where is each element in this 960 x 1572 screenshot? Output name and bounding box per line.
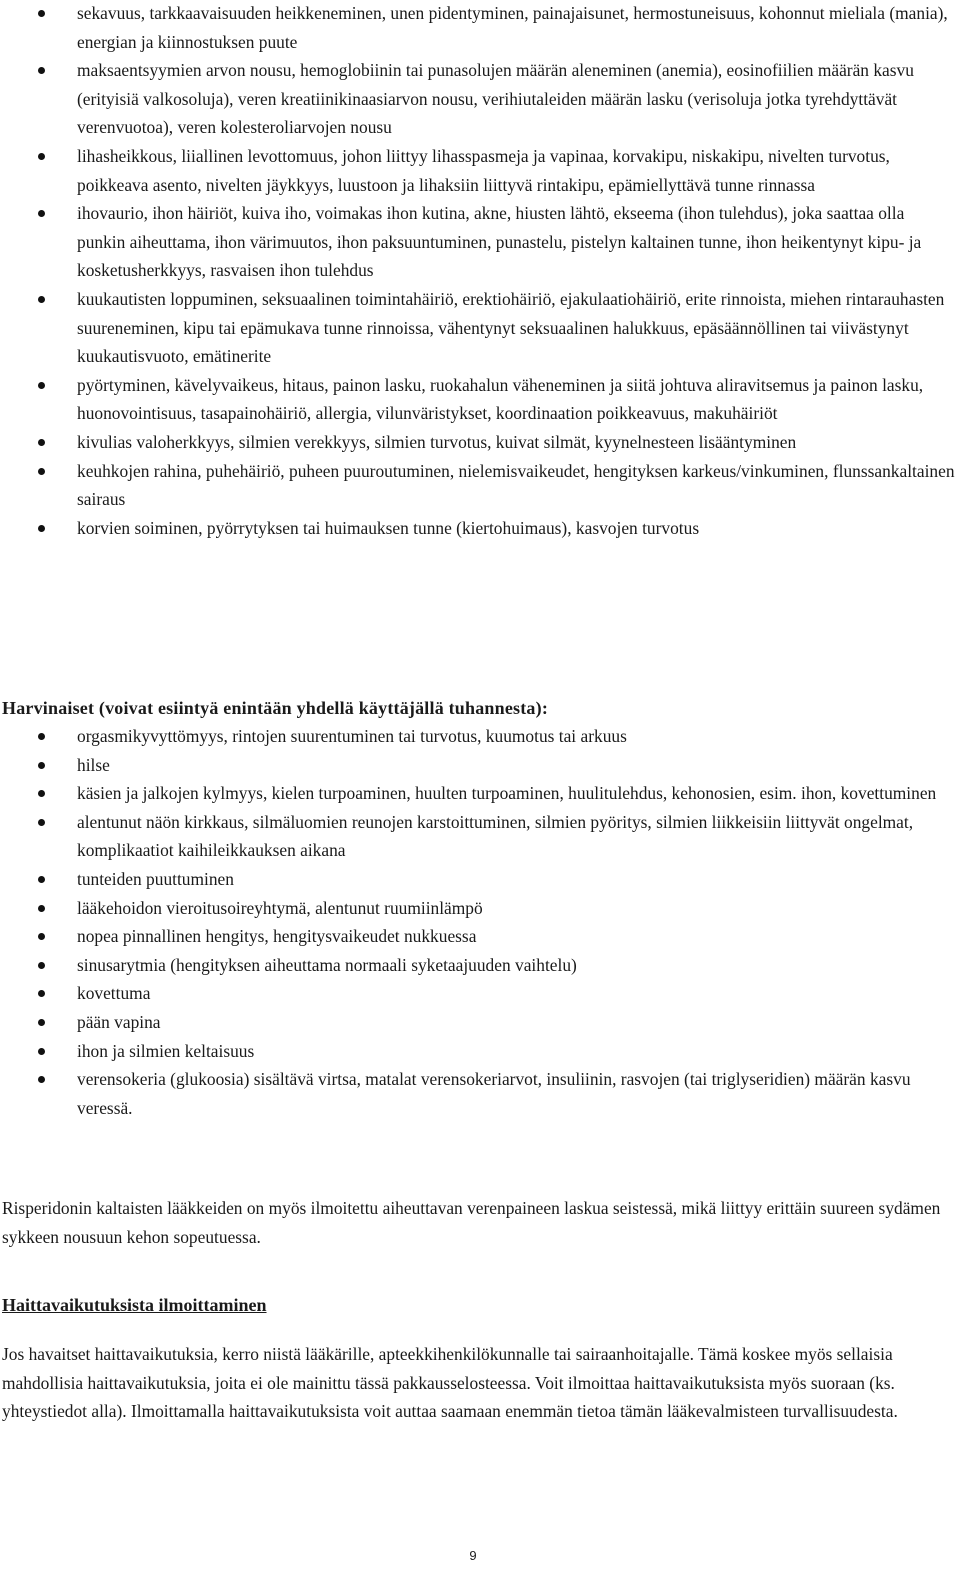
list-item: nopea pinnallinen hengitys, hengitysvaikeudet nukkuessa [0, 922, 960, 951]
list-item: lihasheikkous, liiallinen levottomuus, johon liittyy lihasspasmeja ja vapinaa, korvakipu, niskakipu, nivelten turvotus, poikkeava asento, nivelten jäykkyys, luustoon ja lihaksiin liittyvä rintakipu, epämiellyttävä tunne rinnassa [0, 142, 960, 199]
list-item: ihon ja silmien keltaisuus [0, 1037, 960, 1066]
list-item: sinusarytmia (hengityksen aiheuttama normaali syketaajuuden vaihtelu) [0, 951, 960, 980]
list-item: käsien ja jalkojen kylmyys, kielen turpoaminen, huulten turpoaminen, huulitulehdus, kehonosien, esim. ihon, kovettuminen [0, 779, 960, 808]
page-number: 9 [469, 1548, 477, 1563]
list-item: pyörtyminen, kävelyvaikeus, hitaus, painon lasku, ruokahalun väheneminen ja siitä johtuva aliravitsemus ja painon lasku, huonovointisuus, tasapainohäiriö, allergia, vilunväristykset, koordinaation poikkeavuus, makuhäiriöt [0, 371, 960, 428]
list-item: keuhkojen rahina, puhehäiriö, puheen puuroutuminen, nielemisvaikeudet, hengityksen karkeus/vinkuminen, flunssankaltainen sairaus [0, 457, 960, 514]
reporting-heading: Haittavaikutuksista ilmoittaminen [2, 1295, 267, 1315]
list-item: kuukautisten loppuminen, seksuaalinen toimintahäiriö, erektiohäiriö, ejakulaatiohäiriö, erite rinnoista, miehen rintarauhasten suureneminen, kipu tai epämukava tunne rinnoissa, vähentynyt seksuaalinen halukkuus, epäsäännöllinen tai viivästynyt kuukautisvuoto, emätinerite [0, 285, 960, 371]
rare-effects-heading: Harvinaiset (voivat esiintyä enintään yhdellä käyttäjällä tuhannesta): [2, 698, 549, 718]
orthostatic-hypotension-paragraph: Risperidonin kaltaisten lääkkeiden on myös ilmoitettu aiheuttavan verenpaineen laskua seistessä, mikä liittyy erittäin suureen sydämen sykkeen nousuun kehon sopeutuessa. [2, 1198, 941, 1247]
list-item: lääkehoidon vieroitusoireyhtymä, alentunut ruumiinlämpö [0, 894, 960, 923]
list-item: sekavuus, tarkkaavaisuuden heikkeneminen, unen pidentyminen, painajaisunet, hermostuneisuus, kohonnut mieliala (mania), energian ja kiinnostuksen puute [0, 0, 960, 56]
list-item: verensokeria (glukoosia) sisältävä virtsa, matalat verensokeriarvot, insuliinin, rasvojen (tai triglyseridien) määrän kasvu veressä. [0, 1065, 960, 1122]
reporting-paragraph: Jos havaitset haittavaikutuksia, kerro niistä lääkärille, apteekkihenkilökunnalle tai sairaanhoitajalle. Tämä koskee myös sellaisia mahdollisia haittavaikutuksia, joita ei ole mainittu tässä pakkausselosteessa. Voit ilmoittaa haittavaikutuksista myös suoraan (ks. yhteystiedot alla). Ilmoittamalla haittavaikutuksista voit auttaa saamaan enemmän tietoa tämän lääkevalmisteen turvallisuudesta. [2, 1344, 898, 1422]
list-item: alentunut näön kirkkaus, silmäluomien reunojen karstoittuminen, silmien pyöritys, silmien liikkeisiin liittyvät ongelmat, komplikaatiot kaihileikkauksen aikana [0, 808, 960, 865]
list-item: maksaentsyymien arvon nousu, hemoglobiinin tai punasolujen määrän aleneminen (anemia), eosinofiilien määrän kasvu (erityisiä valkosoluja), veren kreatiinikinaasiarvon nousu, verihiutaleiden määrän lasku (verisoluja jotka tyrehdyttävät verenvuotoa), veren kolesteroliarvojen nousu [0, 56, 960, 142]
list-item: ihovaurio, ihon häiriöt, kuiva iho, voimakas ihon kutina, akne, hiusten lähtö, ekseema (ihon tulehdus), joka saattaa olla punkin aiheuttama, ihon värimuutos, ihon paksuuntuminen, punastelu, pistelyn kaltainen tunne, ihon heikentynyt kipu- ja kosketusherkkyys, rasvaisen ihon tulehdus [0, 199, 960, 285]
rare-effects-list [0, 722, 960, 1122]
list-item: pään vapina [0, 1008, 960, 1037]
list-item: hilse [0, 751, 960, 780]
list-item: kovettuma [0, 979, 960, 1008]
list-item: tunteiden puuttuminen [0, 865, 960, 894]
list-item: korvien soiminen, pyörrytyksen tai huimauksen tunne (kiertohuimaus), kasvojen turvotus [0, 514, 960, 543]
list-item: orgasmikyvyttömyys, rintojen suurentuminen tai turvotus, kuumotus tai arkuus [0, 722, 960, 751]
list-item: kivulias valoherkkyys, silmien verekkyys, silmien turvotus, kuivat silmät, kyynelnesteen lisääntyminen [0, 428, 960, 457]
common-effects-list [0, 0, 960, 542]
